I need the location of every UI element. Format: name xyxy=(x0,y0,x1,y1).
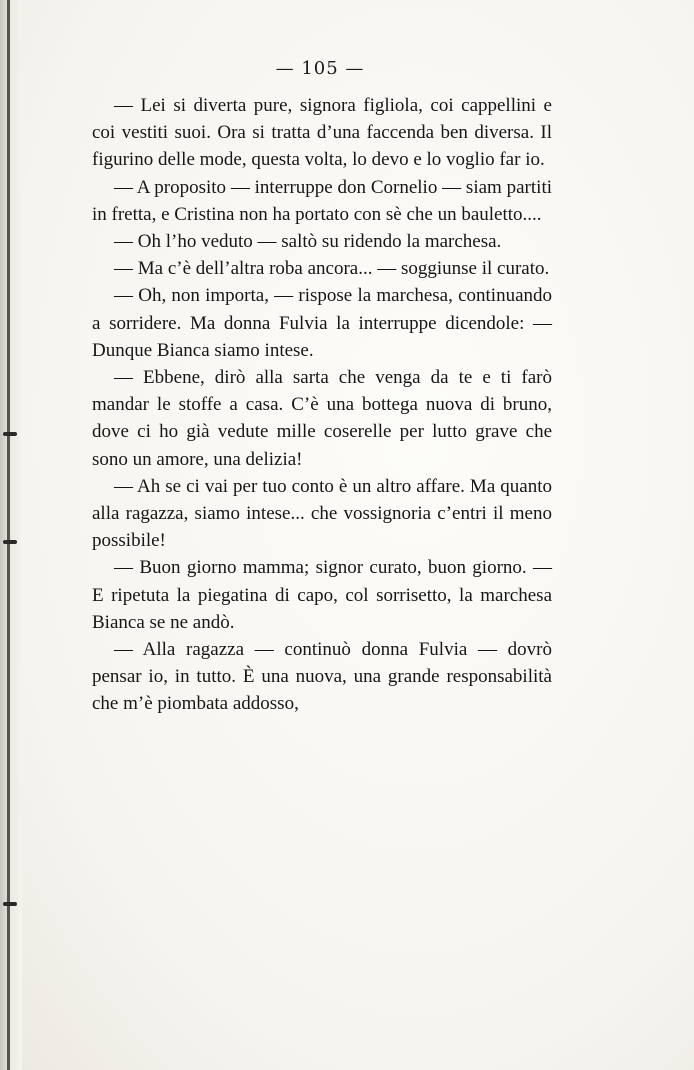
body-text xyxy=(92,92,552,718)
paragraph: — Alla ragazza — continuò donna Fulvia — dovrò pensar io, in tutto. È una nuova, una grande responsabilità che m’è piombata addosso, xyxy=(92,639,552,715)
binding-thread xyxy=(3,902,17,906)
paragraph: — A proposito — interruppe don Cornelio — siam partiti in fretta, e Cristina non ha portato con sè che un bauletto.... xyxy=(92,176,552,225)
paragraph: — Ah se ci vai per tuo conto è un altro affare. Ma quanto alla ragazza, siamo intese... che vossignoria c’entri il meno possibile! xyxy=(92,475,552,552)
page-number: — 105 — xyxy=(275,58,365,79)
paragraph: — Lei si diverta pure, signora figliola, coi cappellini e coi vestiti suoi. Ora si tratta d’una faccenda ben diversa. Il figurino delle mode, questa volta, lo devo e lo voglio far io. xyxy=(92,95,552,171)
binding-thread xyxy=(3,432,17,436)
paragraph: — Oh l’ho veduto — saltò su ridendo la marchesa. xyxy=(114,231,502,253)
book-spine xyxy=(0,0,22,1070)
binding-thread xyxy=(3,540,17,544)
paragraph: — Ebbene, dirò alla sarta che venga da te e ti farò mandar le stoffe a casa. C’è una bottega nuova di bruno, dove ci ho già vedute mille coserelle per lutto grave che sono un amore, una delizia! xyxy=(92,367,552,470)
paragraph: — Buon giorno mamma; signor curato, buon giorno. — E ripetuta la piegatina di capo, col sorrisetto, la marchesa Bianca se ne andò. xyxy=(92,557,552,633)
paragraph: — Ma c’è dell’altra roba ancora... — soggiunse il curato. xyxy=(114,258,550,280)
binding-edge xyxy=(7,0,10,1070)
paragraph: — Oh, non importa, — rispose la marchesa, continuando a sorridere. Ma donna Fulvia la interruppe dicendole: — Dunque Bianca siamo intese. xyxy=(92,285,552,361)
